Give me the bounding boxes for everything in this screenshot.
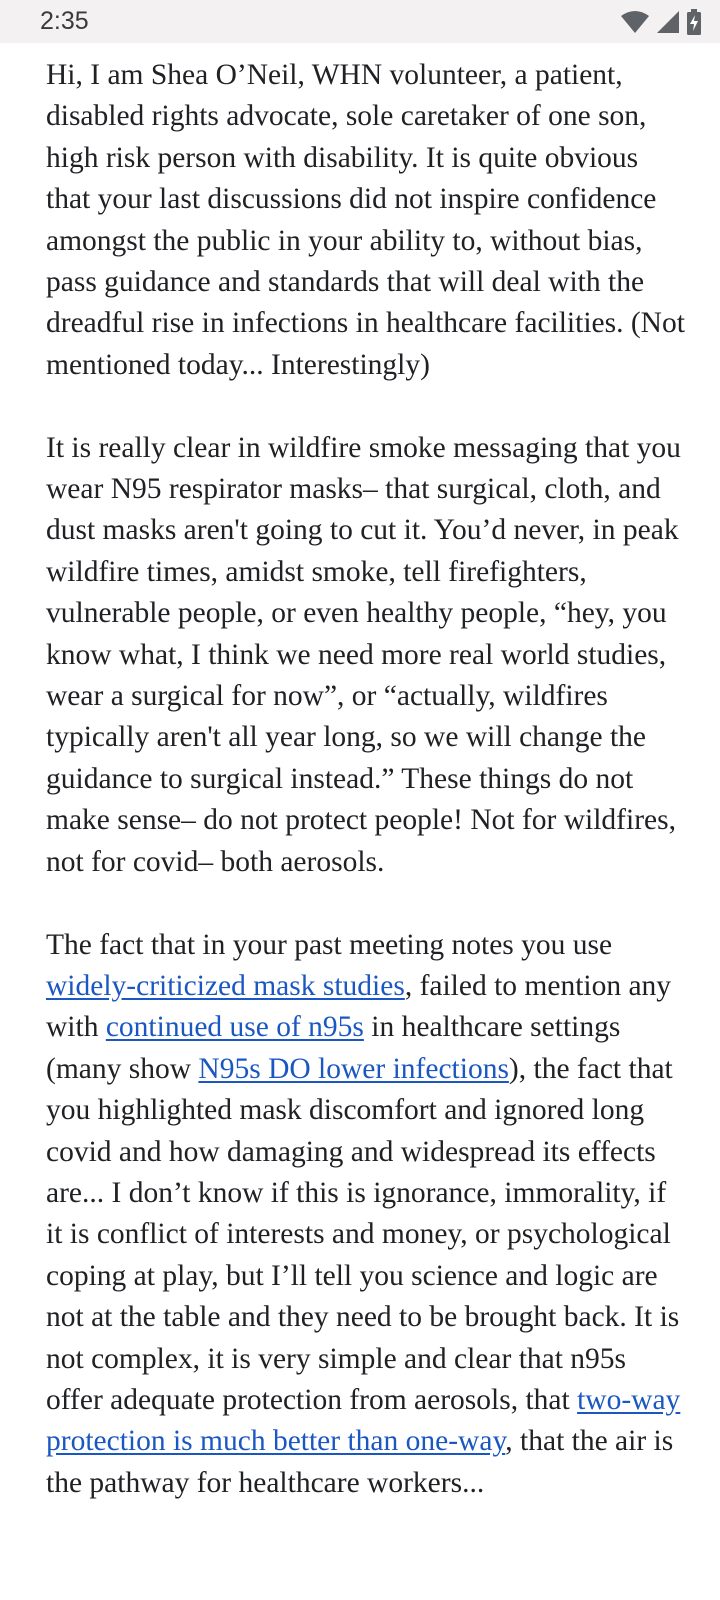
- link-widely-criticized-mask-studies[interactable]: widely-criticized mask studies: [46, 969, 405, 1002]
- status-time: 2:35: [40, 7, 89, 35]
- battery-charging-icon: [686, 9, 702, 35]
- paragraph-text: , failed to mention any with: [46, 969, 672, 1044]
- link-two-way-protection[interactable]: two-way protection is much better than one-way: [46, 1383, 681, 1458]
- wifi-icon: [620, 10, 650, 34]
- paragraph-text: in healthcare settings (many show: [46, 1011, 621, 1085]
- paragraph-text: The fact that in your past meeting notes you use: [46, 928, 613, 961]
- paragraph-intro: Hi, I am Shea O’Neil, WHN volunteer, a patient, disabled rights advocate, sole caretaker of one son, high risk person with disability. It is quite obvious that your last discussions did not inspire confidence amongst the public in your ability to, without bias, pass guidance and standards that will deal with the dreadful rise in infections in healthcare facilities. (Not mentioned today... Interestingly): [46, 59, 685, 381]
- paragraph-text: , that the air is the pathway for healthcare workers...: [46, 1425, 674, 1499]
- status-bar: [0, 0, 720, 43]
- status-icons: [620, 9, 702, 35]
- paragraph-wildfire: It is really clear in wildfire smoke messaging that you wear N95 respirator masks– that surgical, cloth, and dust masks aren't going to cut it. You’d never, in peak wildfire times, amidst smoke, tell firefighters, vulnerable people, or even healthy people, “hey, you know what, I think we need more real world studies, wear a surgical for now”, or “actually, wildfires typically aren't all year long, so we will change the guidance to surgical instead.” These things do not make sense– do not protect people! Not for wildfires, not for covid– both aerosols.: [46, 431, 681, 878]
- link-n95s-do-lower-infections[interactable]: N95s DO lower infections: [198, 1052, 509, 1085]
- paragraph-text: ), the fact that you highlighted mask discomfort and ignored long covid and how damaging and widespread its effects are... I don’t know if this is ignorance, immorality, if it is conflict of interests and money, or psychological coping at play, but I’ll tell you science and logic are not at the table and they need to be brought back. It is not complex, it is very simple and clear that n95s offer adequate protection from aerosols, that: [46, 1052, 680, 1416]
- signal-icon: [656, 10, 680, 34]
- link-continued-use-of-n95s[interactable]: continued use of n95s: [105, 1011, 364, 1044]
- paragraph-meeting-notes: [46, 925, 686, 1505]
- article-body: [46, 55, 686, 1546]
